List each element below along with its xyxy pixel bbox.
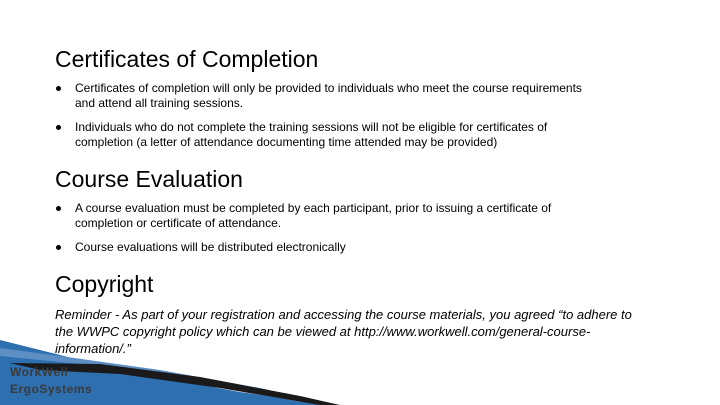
list-item (56, 81, 596, 111)
bullet-text: Course evaluations will be distributed electronically (75, 240, 346, 254)
bullet-dot-icon (56, 86, 61, 91)
brand-logo-text (10, 364, 92, 398)
bullet-text: A course evaluation must be completed by each participant, prior to issuing a certificate of completion or certificate of attendance. (75, 201, 552, 230)
brand-line-1: WorkWell (10, 365, 69, 379)
list-item (56, 120, 596, 150)
bullet-dot-icon (56, 206, 61, 211)
copyright-reminder: Reminder - As part of your registration and accessing the course materials, you agreed “to adhere to the WWPC copyright policy which can be viewed at http://www.workwell.com/general-course-information/.” (55, 307, 632, 356)
bullet-dot-icon (56, 125, 61, 130)
list-item (56, 201, 596, 231)
bullet-text: Certificates of completion will only be provided to individuals who meet the course requirements and attend all training sessions. (75, 81, 582, 110)
bullet-text: Individuals who do not complete the training sessions will not be eligible for certificates of completion (a letter of attendance documenting time attended may be provided) (75, 120, 548, 149)
section-title-copyright: Copyright (55, 271, 154, 297)
list-item (56, 240, 596, 255)
brand-line-2: ErgoSystems (10, 382, 93, 396)
section-title-certificates: Certificates of Completion (55, 46, 319, 72)
bullet-dot-icon (56, 245, 61, 250)
certificates-bullet-list (56, 81, 596, 159)
evaluation-bullet-list (56, 201, 596, 264)
brand-swoosh-graphic (0, 330, 720, 405)
section-title-course-evaluation: Course Evaluation (55, 166, 243, 192)
